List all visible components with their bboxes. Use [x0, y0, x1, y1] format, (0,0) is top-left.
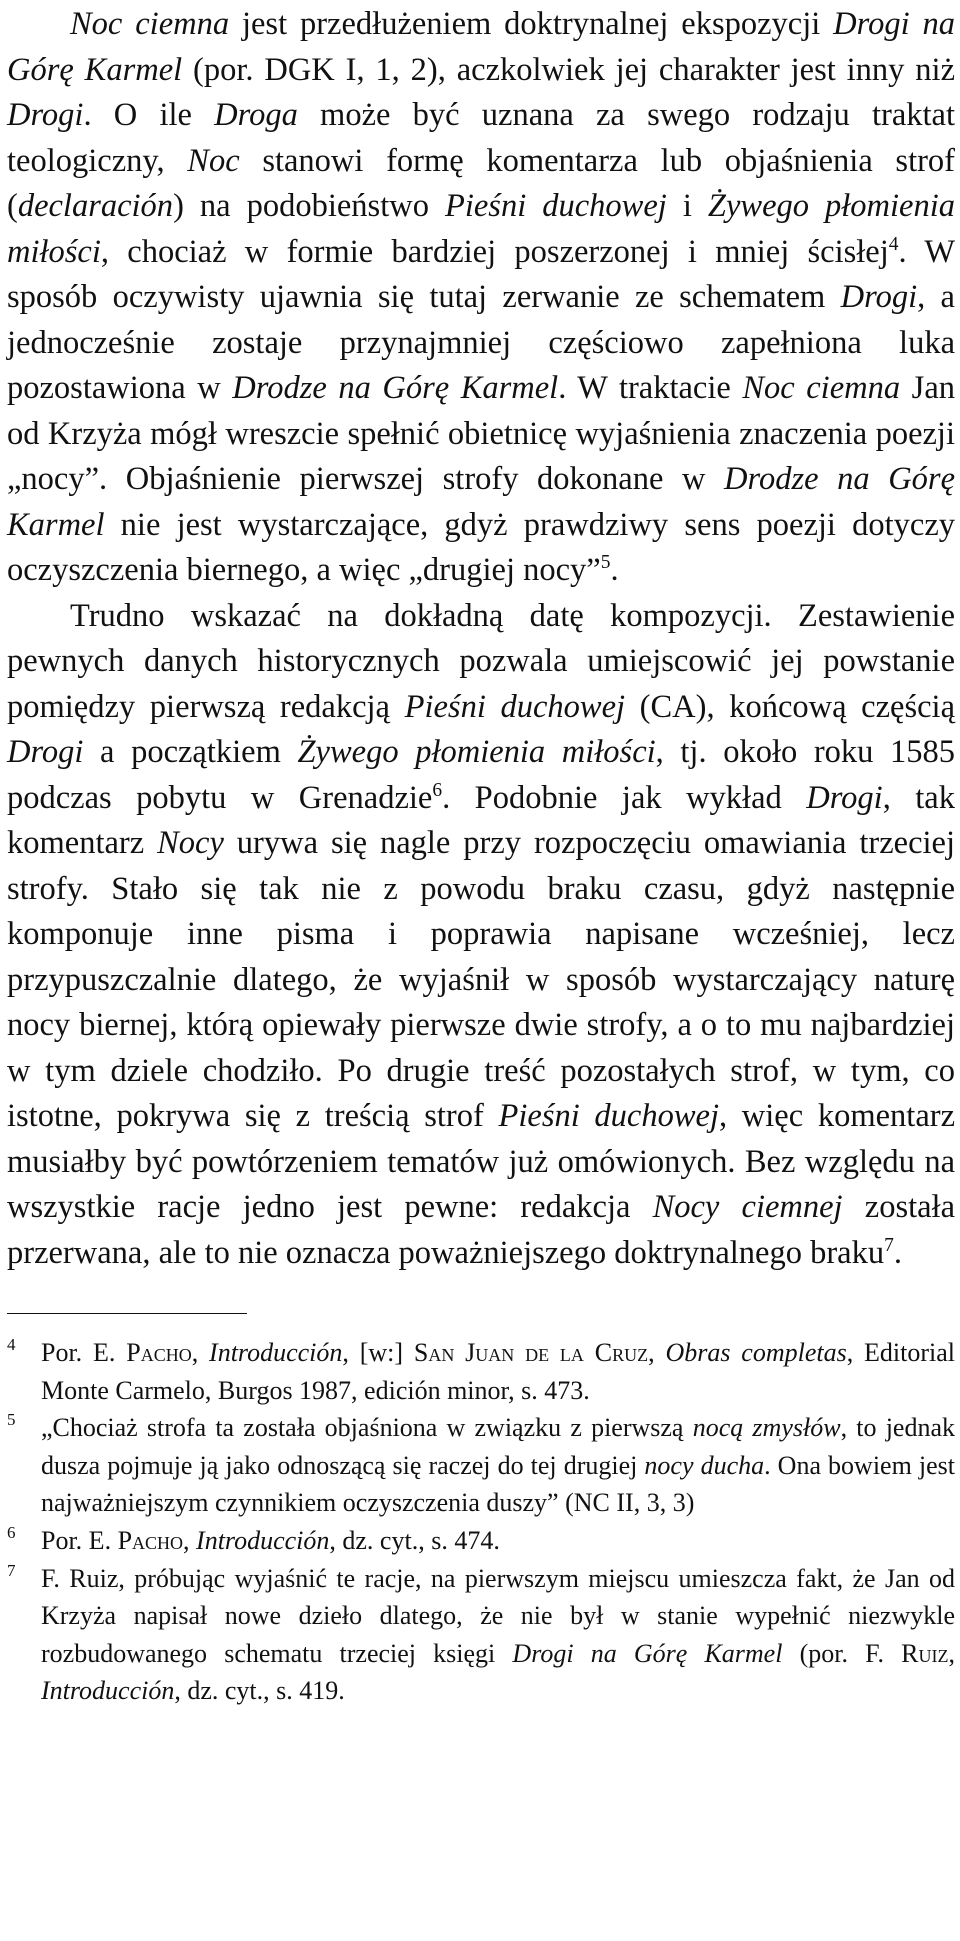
italic-text: Introducción: [209, 1338, 343, 1367]
text-run: i: [666, 188, 708, 224]
text-run: może być uznana za swego rodzaju traktat teologiczny,: [7, 97, 955, 179]
footnote-reference: 4: [888, 233, 899, 255]
text-run: , więc komentarz musiałby być powtórzeniem tematów już omówionych. Bez względu na wszystkie racje jedno jest pewne: redakcja: [7, 1098, 955, 1225]
text-run: a początkiem: [83, 734, 298, 770]
italic-text: Drogi: [806, 779, 883, 816]
footnote-7: [7, 1560, 955, 1710]
italic-text: Nocy: [157, 825, 224, 861]
text-run: , tj. około roku 1585 podczas pobytu w Grenadzie: [7, 734, 955, 816]
text-run: , Editorial Monte Carmelo, Burgos 1987, edición minor, s. 473.: [41, 1338, 956, 1405]
text-run: ,: [183, 1525, 197, 1555]
text-run: , chociaż w formie bardziej poszerzonej i mniej ścisłej: [100, 233, 889, 270]
italic-text: Żywego płomienia miłości: [297, 734, 656, 770]
text-run: jest przedłużeniem doktrynalnej ekspozycji: [229, 6, 834, 42]
italic-text: Pieśni duchowej: [498, 1098, 719, 1134]
footnote-number: 5: [7, 1410, 16, 1430]
text-run: Por. E.: [41, 1525, 118, 1555]
italic-text: Drogi na Górę Karmel: [7, 6, 955, 88]
italic-text: Noc ciemna: [70, 6, 230, 42]
italic-text: Drogi: [840, 279, 918, 315]
italic-text: declaración: [17, 188, 174, 224]
text-run: , a jednocześnie zostaje przynajmniej częściowo zapełniona luka pozostawiona w: [7, 279, 955, 406]
text-run: , [w:]: [342, 1338, 414, 1367]
footnote-5: [7, 1409, 955, 1522]
text-run: , dz. cyt., s. 474.: [329, 1525, 500, 1555]
italic-text: Drodze na Górę Karmel: [7, 461, 955, 543]
paragraph: [7, 2, 955, 594]
text-run: Jan od Krzyża mógł wreszcie spełnić obietnicę wyjaśnienia znaczenia poezji „nocy”. Objaśnienie pierwszej strofy dokonane w: [7, 370, 955, 497]
footnote-text: [41, 1522, 955, 1560]
footnote-text: [41, 1560, 955, 1710]
italic-text: Żywego płomienia miłości: [7, 188, 955, 270]
footnote-4: [7, 1334, 955, 1409]
text-run: została przerwana, ale to nie oznacza poważniejszego doktrynalnego braku: [7, 1189, 955, 1271]
text-run: . O ile: [83, 97, 215, 133]
footnote-6: [7, 1522, 955, 1560]
paragraph: [7, 594, 955, 1277]
footnote-number: 7: [7, 1560, 16, 1580]
text-run: Trudno wskazać na dokładną datę kompozycji. Zestawienie pewnych danych historycznych pozwala umiejscowić jej powstanie pomiędzy pierwszą redakcją: [7, 597, 955, 725]
small-caps-text: Pacho: [117, 1525, 184, 1555]
text-run: nie jest wystarczające, gdyż prawdziwy sens poezji dotyczy oczyszczenia biernego, a więc „drugiej nocy”: [7, 506, 955, 588]
italic-text: Obras completas: [665, 1338, 847, 1367]
text-run: F. Ruiz, próbując wyjaśnić te racje, na pierwszym miejscu umieszcza fakt, że Jan od Krzyża napisał nowe dzieło dlatego, że nie był w stanie wypełnić niezwykle rozbudowanego schematu trzeciej księgi: [41, 1563, 955, 1668]
text-run: (CA), końcową częścią: [625, 688, 955, 725]
body-text: [7, 0, 955, 1276]
italic-text: Drogi: [7, 734, 84, 770]
text-run: Por. E.: [41, 1338, 127, 1367]
italic-text: Drodze na Górę Karmel: [232, 370, 559, 406]
italic-text: Nocy ciemnej: [652, 1189, 843, 1225]
text-run: ,: [191, 1338, 210, 1367]
text-run: , to jednak dusza pojmuje ją jako odnoszącą się raczej do tej drugiej: [41, 1413, 955, 1480]
text-run: ,: [648, 1338, 666, 1367]
small-caps-text: San Juan de la Cruz: [413, 1338, 649, 1367]
italic-text: Introducción: [196, 1525, 330, 1555]
footnote-separator: [7, 1313, 247, 1314]
italic-text: Pieśni duchowej: [404, 688, 626, 725]
italic-text: Noc ciemna: [742, 370, 901, 406]
italic-text: Drogi na Górę Karmel: [512, 1638, 783, 1668]
footnote-text: [41, 1409, 955, 1522]
italic-text: Droga: [214, 97, 298, 133]
text-run: , dz. cyt., s. 419.: [174, 1676, 345, 1706]
italic-text: Drogi: [7, 97, 84, 133]
footnote-text: [41, 1334, 955, 1409]
text-run: urywa się nagle przy rozpoczęciu omawiania trzeciej strofy. Stało się tak nie z powodu braku czasu, gdyż następnie komponuje inne pisma i poprawia napisane wcześniej, lecz przypuszczalnie dlatego, że wyjaśnił w sposób wystarczający naturę nocy biernej, którą opiewały pierwsze dwie strofy, a o to mu najbardziej w tym dziele chodziło. Po drugie treść pozostałych strof, w tym, co istotne, pokrywa się z treścią strof: [7, 825, 955, 1134]
text-run: . W traktacie: [558, 370, 743, 406]
italic-text: Pieśni duchowej: [444, 188, 667, 224]
text-run: ) na podobieństwo: [173, 188, 445, 224]
small-caps-text: Ruiz: [901, 1638, 949, 1668]
text-run: .: [610, 552, 619, 588]
italic-text: nocy ducha: [644, 1450, 765, 1480]
text-run: (por. F.: [782, 1638, 902, 1668]
italic-text: nocą zmysłów: [692, 1413, 841, 1443]
text-run: stanowi formę komentarza lub objaśnienia strof (: [7, 142, 955, 224]
italic-text: Noc: [187, 142, 240, 179]
footnote-number: 4: [7, 1335, 16, 1354]
text-run: .: [893, 1234, 902, 1271]
footnote-reference: 5: [600, 552, 611, 574]
footnote-number: 6: [7, 1522, 16, 1542]
text-run: . Podobnie jak wykład: [442, 779, 807, 816]
text-run: , tak komentarz: [7, 779, 955, 861]
text-run: „Chociaż strofa ta została objaśniona w związku z pierwszą: [41, 1413, 693, 1443]
footnote-reference: 7: [884, 1234, 894, 1256]
footnote-reference: 6: [432, 779, 443, 801]
text-run: ,: [948, 1638, 955, 1668]
text-run: . Ona bowiem jest najważniejszym czynnikiem oczyszczenia duszy” (NC II, 3, 3): [41, 1450, 955, 1518]
text-run: . W sposób oczywisty ujawnia się tutaj zerwanie ze schematem: [7, 233, 955, 315]
small-caps-text: Pacho: [126, 1338, 192, 1367]
text-run: (por. DGK I, 1, 2), aczkolwiek jej charakter jest inny niż: [182, 51, 955, 88]
italic-text: Introducción: [41, 1676, 175, 1706]
footnotes: [7, 1334, 955, 1710]
